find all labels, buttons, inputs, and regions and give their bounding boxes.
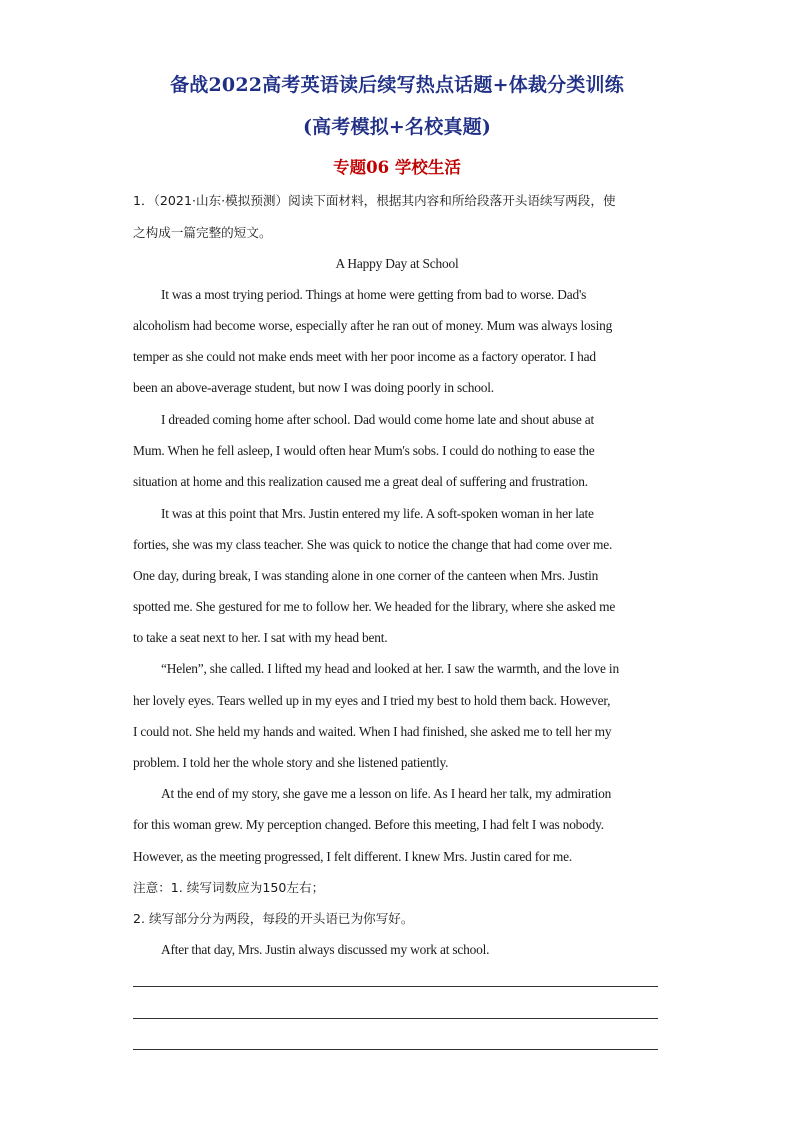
story-line: It was a most trying period. Things at home were getting from bad to worse. Dad's: [161, 287, 587, 302]
question-intro-line-1: 1．（2021·山东·模拟预测）阅读下面材料，根据其内容和所给段落开头语续写两段，使: [133, 193, 616, 208]
answer-line[interactable]: [133, 1049, 658, 1050]
story-line: spotted me. She gestured for me to follow her. We headed for the library, where she asked me: [133, 599, 616, 614]
story-line: temper as she could not make ends meet with her poor income as a factory operator. I had: [133, 349, 596, 364]
document-title-line-2: (高考模拟+名校真题): [302, 116, 492, 138]
story-title: A Happy Day at School: [335, 256, 459, 271]
story-line: It was at this point that Mrs. Justin entered my life. A soft-spoken woman in her late: [161, 506, 594, 521]
story-line: I could not. She held my hands and waited. When I had finished, she asked me to tell her my: [133, 724, 612, 739]
story-line: forties, she was my class teacher. She was quick to notice the change that had come over me.: [133, 537, 613, 552]
story-line: to take a seat next to her. I sat with my head bent.: [133, 630, 388, 645]
story-line: problem. I told her the whole story and she listened patiently.: [133, 755, 449, 770]
document-title-line-1: 备战2022高考英语读后续写热点话题+体裁分类训练: [170, 74, 624, 96]
story-line: At the end of my story, she gave me a lesson on life. As I heard her talk, my admiration: [161, 786, 612, 801]
note-line-1: 注意：1. 续写词数应为150左右；: [133, 880, 325, 895]
topic-heading: 专题06 学校生活: [333, 158, 461, 177]
story-line: her lovely eyes. Tears welled up in my eyes and I tried my best to hold them back. However,: [133, 693, 611, 708]
answer-line[interactable]: [133, 1018, 658, 1019]
story-line: One day, during break, I was standing alone in one corner of the canteen when Mrs. Justin: [133, 568, 599, 583]
story-line: for this woman grew. My perception changed. Before this meeting, I had felt I was nobody.: [133, 817, 604, 832]
question-intro-line-2: 之构成一篇完整的短文。: [133, 225, 272, 240]
story-line: “Helen”, she called. I lifted my head and looked at her. I saw the warmth, and the love in: [161, 661, 619, 676]
story-line: I dreaded coming home after school. Dad would come home late and shout abuse at: [161, 412, 595, 427]
story-line: been an above-average student, but now I was doing poorly in school.: [133, 380, 494, 395]
continuation-opener: After that day, Mrs. Justin always discussed my work at school.: [161, 942, 490, 957]
story-line: Mum. When he fell asleep, I would often hear Mum's sobs. I could do nothing to ease the: [133, 443, 595, 458]
story-line: situation at home and this realization caused me a great deal of suffering and frustration.: [133, 474, 588, 489]
answer-line[interactable]: [133, 986, 658, 987]
story-line: alcoholism had become worse, especially after he ran out of money. Mum was always losing: [133, 318, 613, 333]
note-line-2: 2. 续写部分分为两段，每段的开头语已为你写好。: [133, 911, 414, 926]
story-line: However, as the meeting progressed, I felt different. I knew Mrs. Justin cared for me.: [133, 849, 573, 864]
